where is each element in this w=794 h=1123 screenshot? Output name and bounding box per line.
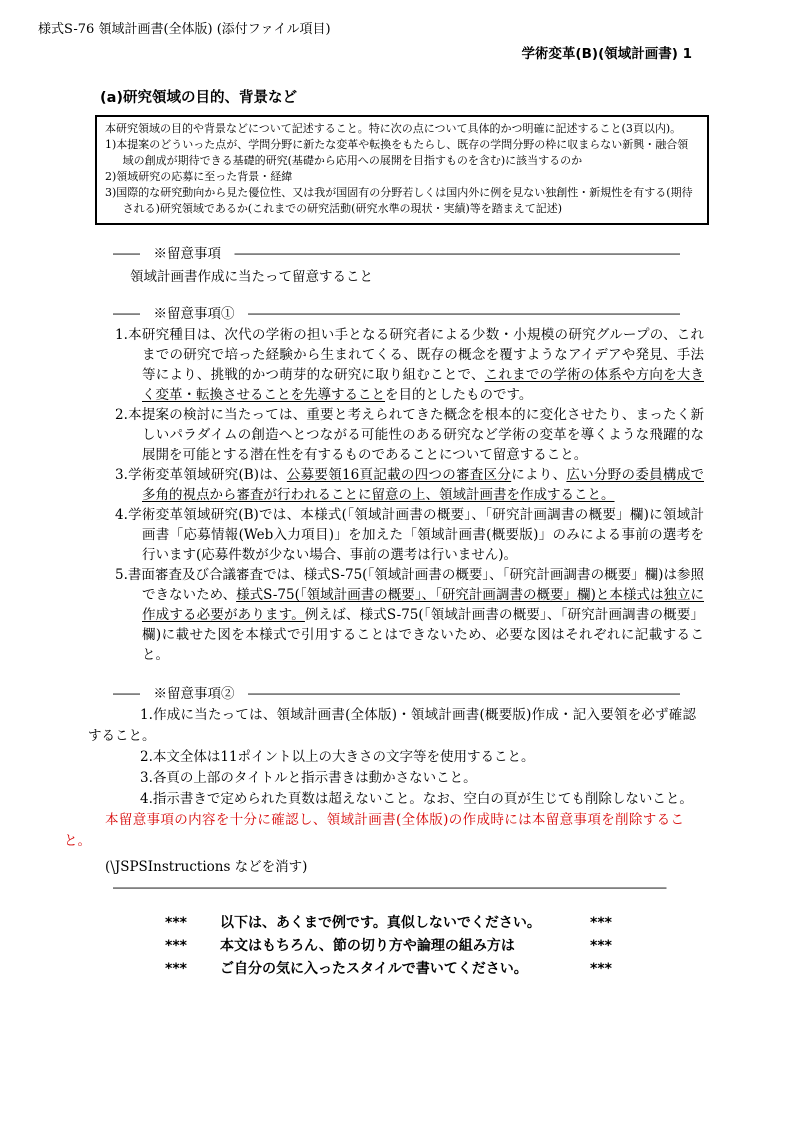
example-line bbox=[165, 935, 744, 958]
instruction-box-item: 1)本提案のどういった点が、学問分野に新たな変革や転換をもたらし、既存の学問分野の枠に収まらない新興・融合領域の創成が期待できる基礎的研究(基礎から応用への展開を目指すものを含む)に該当するのか bbox=[105, 138, 689, 167]
underlined-text: 広い分野の委員構成で多角的視点から審査が行われることに留意の上、領域計画書を作成すること。 bbox=[142, 467, 705, 503]
notice1-item bbox=[115, 325, 704, 405]
underlined-text: これまでの学術の体系や方向を大きく変革・転換させることを先導すること bbox=[142, 367, 705, 403]
text-segment: を目的としたものです。 bbox=[385, 387, 533, 403]
page-title-header: 学術変革(B)(領域計画書) 1 bbox=[521, 46, 692, 62]
instruction-box-item: 3)国際的な研究動向から見た優位性、又は我が国固有の分野若しくは国内外に例を見ない独創性・新規性を有する(期待される)研究領域であるか(これまでの研究活動(研究水準の現状・実績)等を踏まえて記述) bbox=[105, 186, 693, 215]
instruction-box-intro: 本研究領域の目的や背景などについて記述すること。特に次の点について具体的かつ明確に記述すること(3頁以内)。 bbox=[105, 122, 682, 135]
notice2-items bbox=[88, 705, 696, 810]
separator-line: ――――――――――――――――――――――――――――――――――――――――― bbox=[113, 880, 667, 896]
example-stars-right: *** bbox=[590, 915, 612, 931]
text-segment: 3.学術変革領域研究(B)は、 bbox=[115, 467, 287, 483]
instruction-box-items bbox=[105, 137, 699, 217]
notice-intro-heading: ―― ※留意事項 ――――――――――――――――――――――――――――――――― bbox=[113, 246, 680, 262]
example-note-block bbox=[165, 912, 744, 981]
example-stars-left: *** bbox=[165, 938, 187, 954]
example-text: 以下は、あくまで例です。真似しないでください。 bbox=[220, 915, 541, 931]
notice1-item bbox=[115, 465, 704, 505]
instruction-box bbox=[95, 115, 709, 225]
example-text: 本文はもちろん、節の切り方や論理の組み方は bbox=[220, 938, 515, 954]
jsps-instructions-note: (\JSPSInstructions などを消す) bbox=[105, 859, 308, 875]
text-segment: 4.学術変革領域研究(B)では、本様式(「領域計画書の概要」、「研究計画調書の概要」欄)に領域計画書「応募情報(Web入力項目)」を加えた「領域計画書(概要版)」のみによる事前の選考を行います(応募件数が少ない場合、事前の選考は行いません)。 bbox=[115, 507, 704, 563]
text-segment: 5.書面審査及び合議審査では、様式S-75(「領域計画書の概要」、「研究計画調書の概要」欄)は参照できないため、 bbox=[115, 567, 704, 603]
notice2-heading: ―― ※留意事項② ―――――――――――――――――――――――――――――――― bbox=[113, 686, 680, 702]
form-id-header: 様式S-76 領域計画書(全体版) (添付ファイル項目) bbox=[38, 22, 331, 37]
example-line bbox=[165, 958, 744, 981]
example-text: ご自分の気に入ったスタイルで書いてください。 bbox=[220, 961, 528, 977]
notice1-heading: ―― ※留意事項① ―――――――――――――――――――――――――――――――― bbox=[113, 306, 680, 322]
notice1-item bbox=[115, 405, 704, 465]
underlined-text: 様式S-75(「領域計画書の概要」、「研究計画調書の概要」欄)と本様式は独立に作成する必要があります。 bbox=[142, 587, 704, 623]
underlined-text: 公募要領16頁記載の四つの審査区分 bbox=[286, 467, 512, 483]
notice1-items bbox=[115, 325, 704, 665]
notice1-item bbox=[115, 505, 704, 565]
text-segment: 2.本提案の検討に当たっては、重要と考えられてきた概念を根本的に変化させたり、まったく新しいパラダイムの創造へとつながる可能性のある研究など学術の変革を導くような飛躍的な展開を可能とする潜在性を有するものであることについて留意すること。 bbox=[115, 407, 704, 463]
red-warning-note: 本留意事項の内容を十分に確認し、領域計画書(全体版)の作成時には本留意事項を削除すること。 bbox=[64, 812, 684, 849]
instruction-box-item: 2)領域研究の応募に至った背景・経緯 bbox=[105, 170, 293, 183]
example-stars-right: *** bbox=[590, 961, 612, 977]
notice2-item: 4.指示書きで定められた頁数は超えないこと。なお、空白の頁が生じても削除しないこと。 bbox=[140, 791, 693, 807]
section-a-title: (a)研究領域の目的、背景など bbox=[100, 90, 298, 106]
example-stars-left: *** bbox=[165, 915, 187, 931]
notice2-item: 1.作成に当たっては、領域計画書(全体版)・領域計画書(概要版)作成・記入要領を必ず確認すること。 bbox=[88, 707, 696, 744]
text-segment: 1.本研究種目は、次代の学術の担い手となる研究者による少数・小規模の研究グループの、これまでの研究で培った経験から生まれてくる、既存の概念を覆すようなアイデアや発見、手法等により、挑戦的かつ萌芽的な研究に取り組むことで、 bbox=[115, 327, 704, 383]
text-segment: 例えば、様式S-75(「領域計画書の概要」、「研究計画調書の概要」欄)に載せた図を本様式で引用することはできないため、必要な図はそれぞれに記載すること。 bbox=[142, 607, 705, 663]
example-stars-left: *** bbox=[165, 961, 187, 977]
notice2-item: 2.本文全体は11ポイント以上の大きさの文字等を使用すること。 bbox=[140, 749, 535, 765]
document-header bbox=[38, 18, 744, 62]
text-segment: により、 bbox=[511, 467, 567, 483]
example-stars-right: *** bbox=[590, 938, 612, 954]
notice1-item bbox=[115, 565, 704, 665]
notice-intro-body: 領域計画書作成に当たって留意すること bbox=[130, 269, 373, 285]
example-line bbox=[165, 912, 744, 935]
notice2-item: 3.各頁の上部のタイトルと指示書きは動かさないこと。 bbox=[140, 770, 477, 786]
